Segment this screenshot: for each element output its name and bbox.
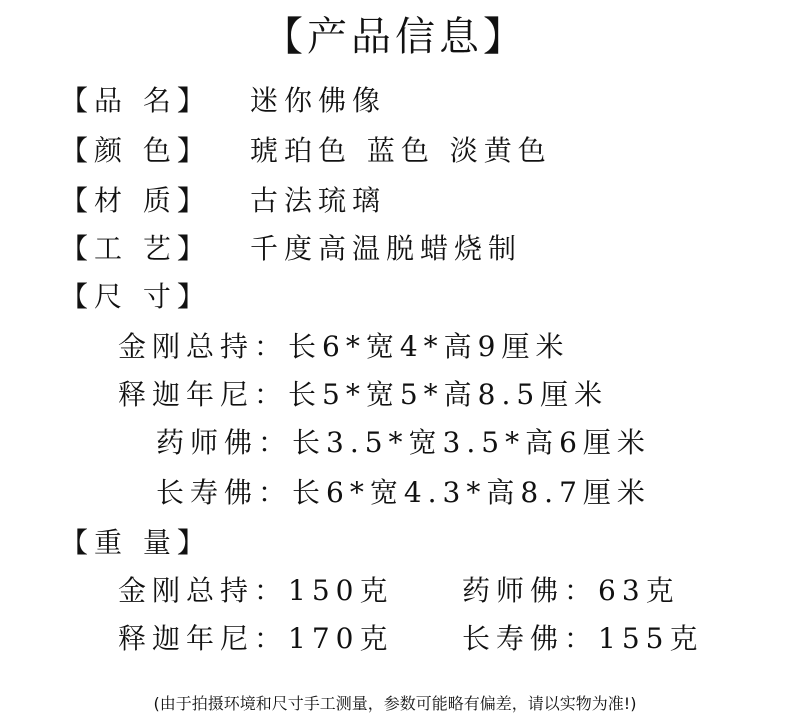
weight-item-name: 药师佛： (462, 574, 599, 607)
size-item (118, 378, 608, 412)
weight-item (462, 622, 703, 656)
page-title: 【产品信息】 (263, 14, 527, 60)
size-item-name: 药师佛： (156, 426, 293, 459)
row-craft (60, 232, 522, 266)
row-value: 琥珀色 蓝色 淡黄色 (250, 134, 552, 167)
row-label: 【品 名】 (60, 84, 211, 117)
size-item-name: 释迦年尼： (118, 378, 289, 411)
size-item-name: 长寿佛： (156, 476, 293, 509)
row-label: 【尺 寸】 (60, 280, 211, 313)
size-item (118, 330, 569, 364)
size-item-value: 长6*宽4.3*高8.7厘米 (292, 476, 651, 509)
row-label: 【材 质】 (60, 184, 211, 217)
row-weight (60, 526, 211, 560)
size-item (156, 426, 651, 460)
weight-item-value: 63克 (598, 574, 680, 607)
size-item-value: 长5*宽5*高8.5厘米 (288, 378, 609, 411)
weight-item-value: 170克 (288, 622, 394, 655)
weight-item-value: 150克 (288, 574, 394, 607)
weight-item-value: 155克 (598, 622, 704, 655)
weight-item (118, 574, 393, 608)
row-product-name (60, 84, 386, 118)
row-value: 迷你佛像 (250, 84, 387, 117)
weight-item (118, 622, 393, 656)
row-value: 古法琉璃 (250, 184, 387, 217)
row-label: 【颜 色】 (60, 134, 211, 167)
size-item (156, 476, 651, 510)
row-label: 【工 艺】 (60, 232, 211, 265)
row-color (60, 134, 552, 168)
row-value: 千度高温脱蜡烧制 (250, 232, 523, 265)
size-item-value: 长6*宽4*高9厘米 (288, 330, 570, 363)
weight-item-name: 长寿佛： (462, 622, 599, 655)
disclaimer-note: (由于拍摄环境和尺寸手工测量，参数可能略有偏差，请以实物为准!) (153, 694, 637, 713)
size-item-value: 长3.5*宽3.5*高6厘米 (292, 426, 651, 459)
weight-item-name: 金刚总持： (118, 574, 289, 607)
row-size (60, 280, 211, 314)
weight-item (462, 574, 680, 608)
row-material (60, 184, 386, 218)
size-item-name: 金刚总持： (118, 330, 289, 363)
weight-item-name: 释迦年尼： (118, 622, 289, 655)
row-label: 【重 量】 (60, 526, 211, 559)
